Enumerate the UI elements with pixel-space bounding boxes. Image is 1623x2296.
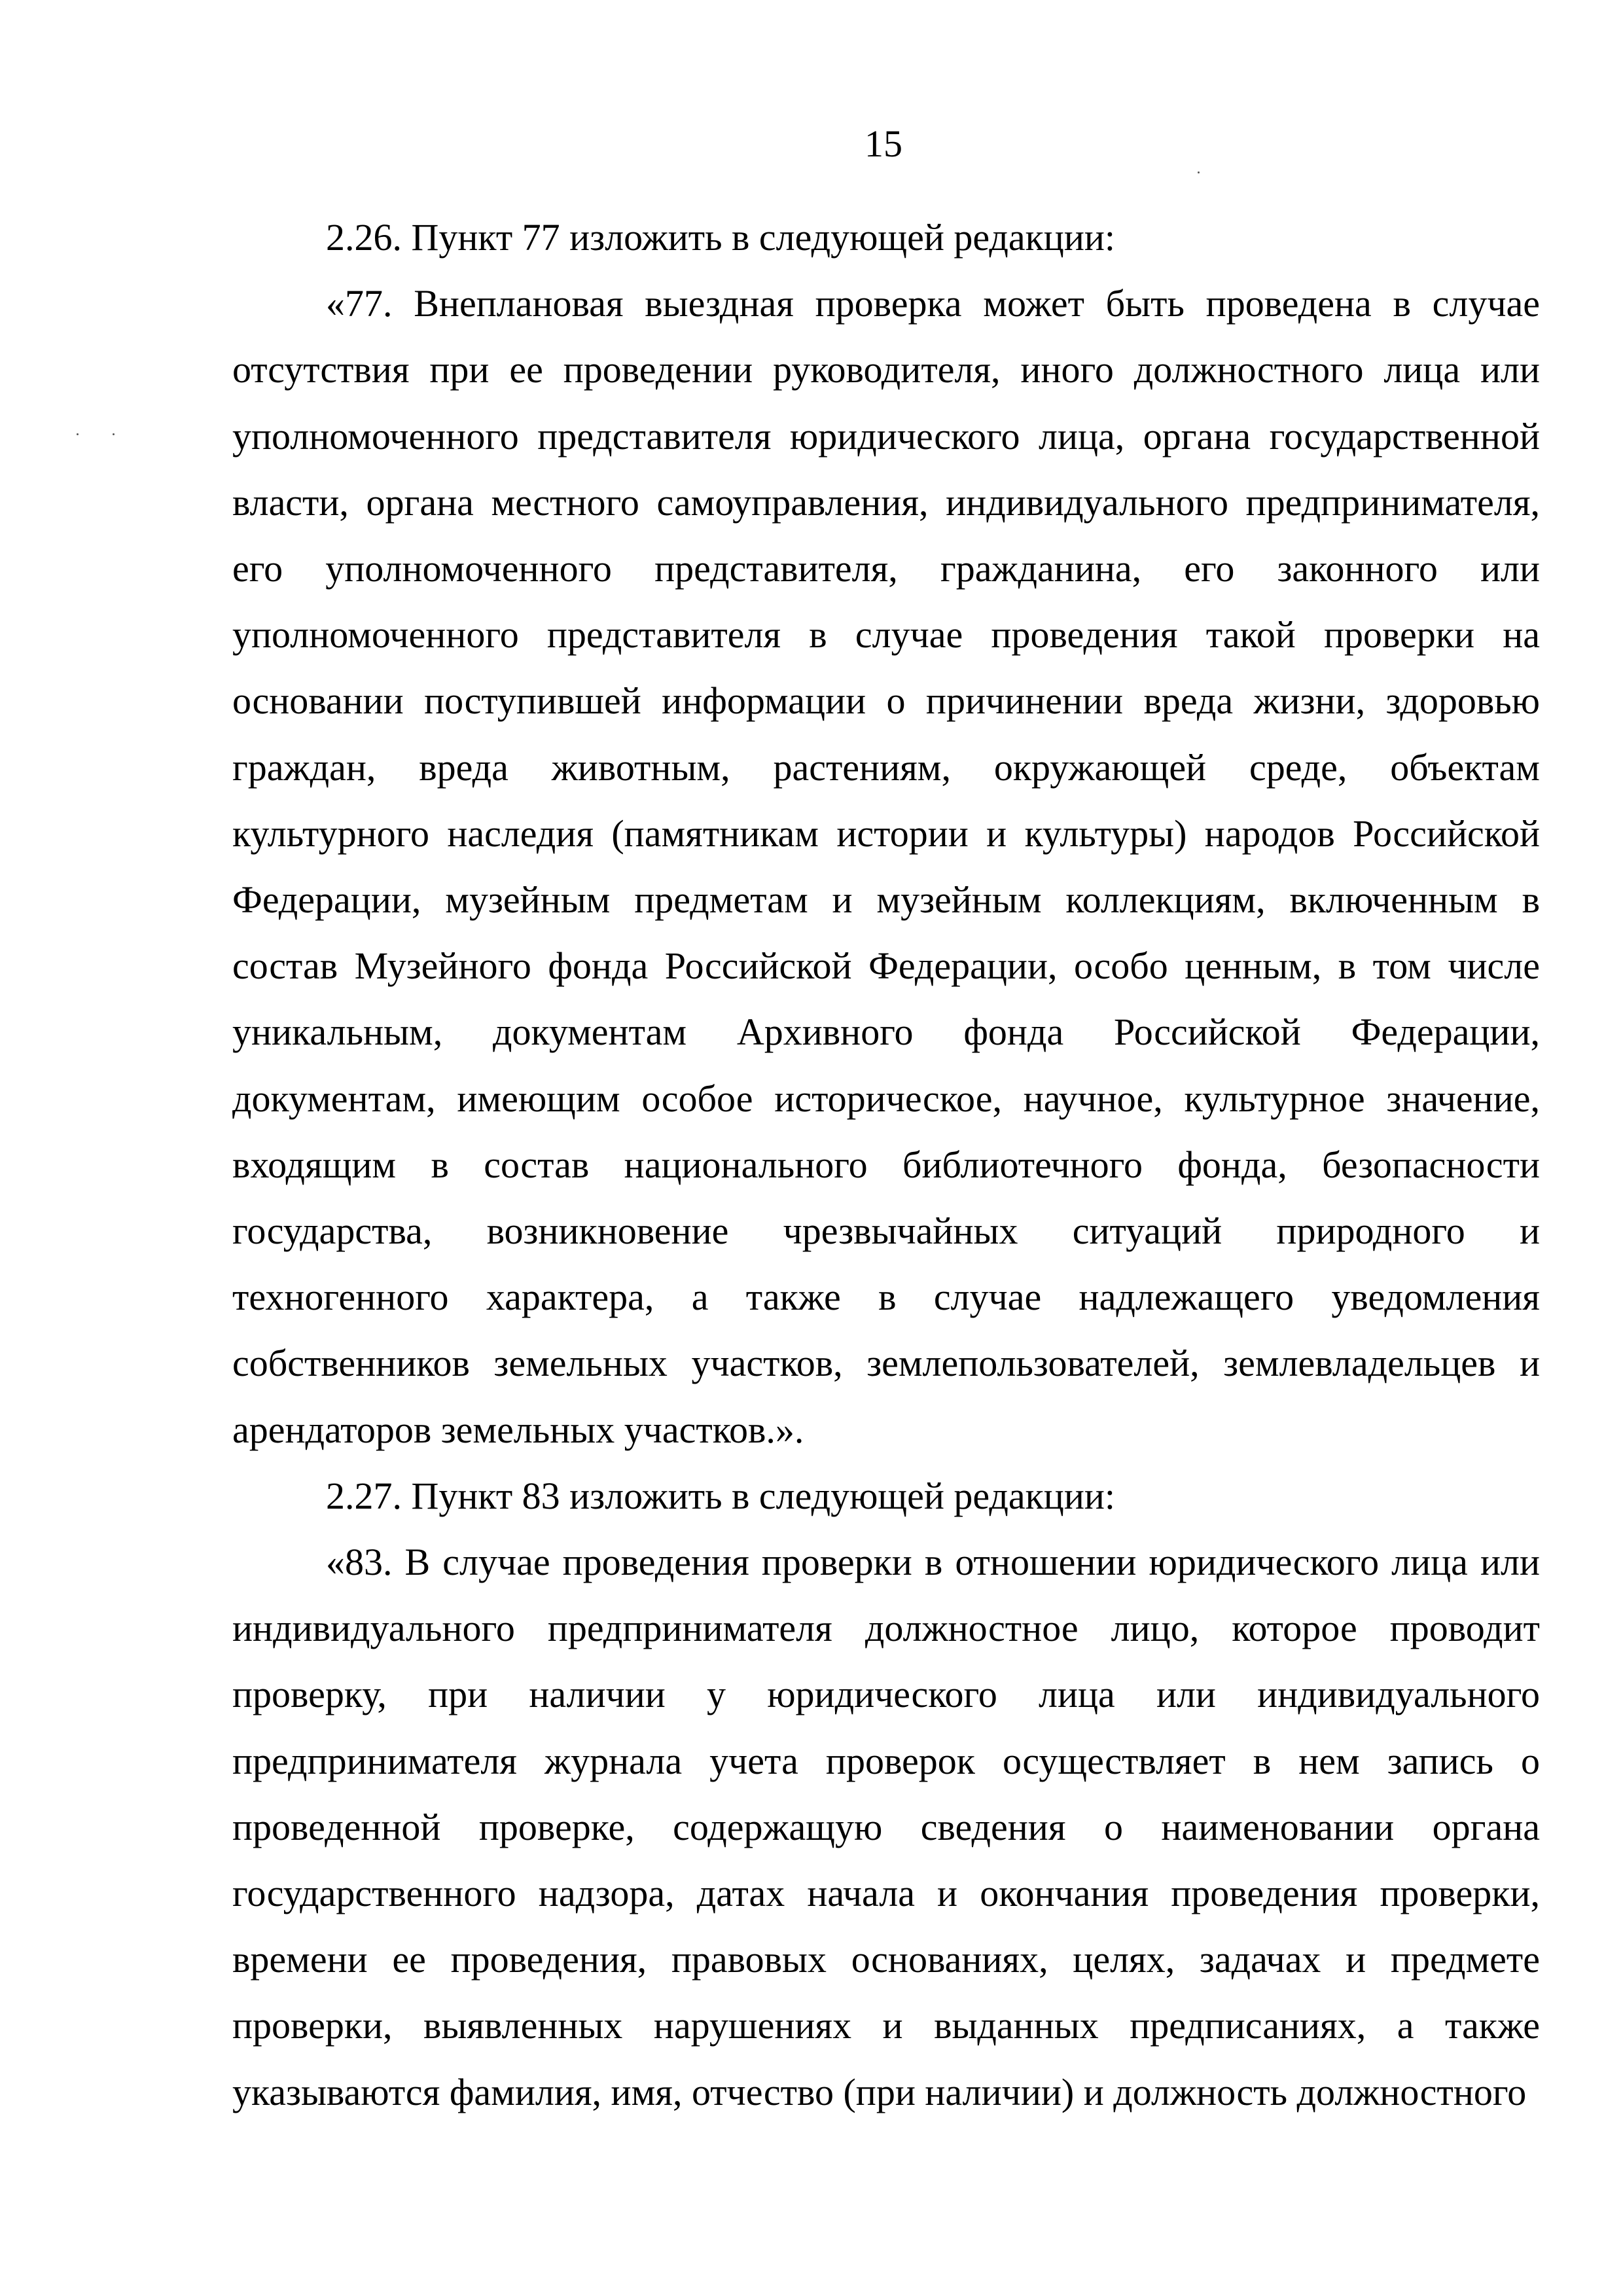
page-number: 15 <box>865 122 902 165</box>
scan-speck <box>113 433 115 435</box>
paragraph-77: «77. Внеплановая выездная проверка может быть проведена в случае отсутствия при ее проведении руководителя, иного должностного лица или уполномоченного представителя юридического лица, органа государственной власти, органа местного самоуправления, индивидуального предпринимателя, его уполномоченного представителя, гражданина, его законного или уполномоченного представителя в случае проведения такой проверки на основании поступившей информации о причинении вреда жизни, здоровью граждан, вреда животным, растениям, окружающей среде, объектам культурного наследия (памятникам истории и культуры) народов Российской Федерации, музейным предметам и музейным коллекциям, включенным в состав Музейного фонда Российской Федерации, особо ценным, в том числе уникальным, документам Архивного фонда Российской Федерации, документам, имеющим особое историческое, научное, культурное значение, входящим в состав национального библиотечного фонда, безопасности государства, возникновение чрезвычайных ситуаций природного и техногенного характера, а также в случае надлежащего уведомления собственников земельных участков, землепользователей, землевладельцев и арендаторов земельных участков.». <box>232 282 1540 1451</box>
scan-speck <box>77 433 79 435</box>
document-body <box>232 204 1540 2125</box>
paragraph-83: «83. В случае проведения проверки в отношении юридического лица или индивидуального предпринимателя должностное лицо, которое проводит проверку, при наличии у юридического лица или индивидуального предпринимателя журнала учета проверок осуществляет в нем запись о проведенной проверке, содержащую сведения о наименовании органа государственного надзора, датах начала и окончания проведения проверки, времени ее проведения, правовых основаниях, целях, задачах и предмете проверки, выявленных нарушениях и выданных предписаниях, а также указываются фамилия, имя, отчество (при наличии) и должность должностного <box>232 1541 1540 2113</box>
scan-speck <box>1198 171 1200 173</box>
section-heading-2-26: 2.26. Пункт 77 изложить в следующей редакции: <box>326 216 1116 259</box>
section-heading-2-27: 2.27. Пункт 83 изложить в следующей редакции: <box>326 1474 1116 1517</box>
